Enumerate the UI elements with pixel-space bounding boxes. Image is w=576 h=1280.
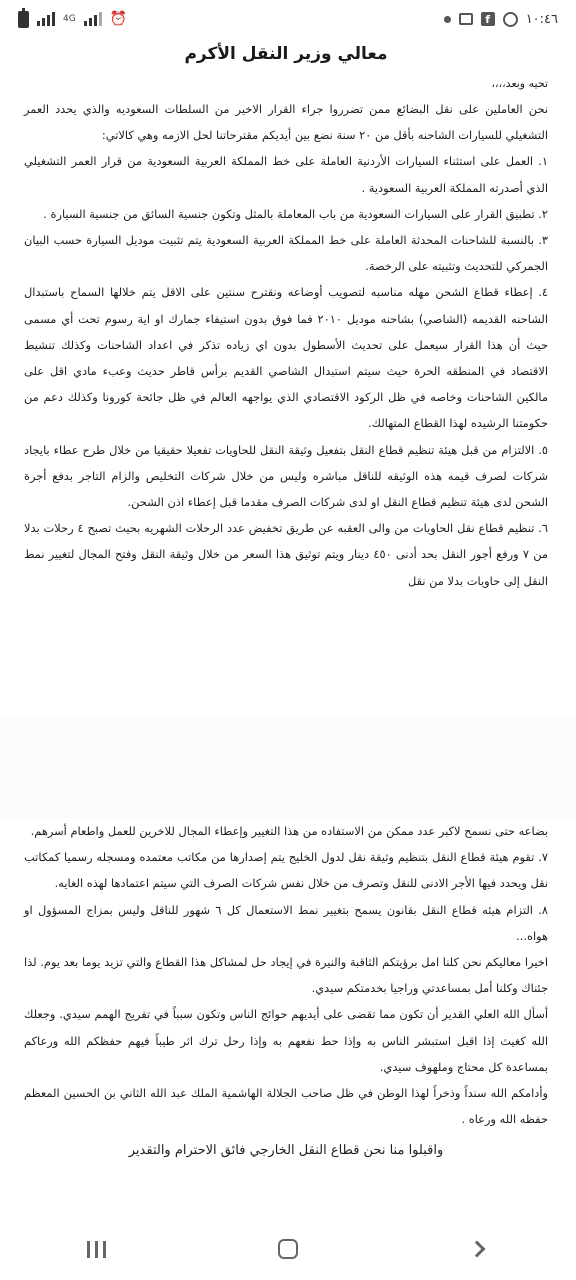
back-button[interactable]: [440, 1224, 520, 1274]
gallery-icon: [459, 13, 473, 25]
recents-icon: [87, 1241, 106, 1258]
list-item: ٦. تنظيم قطاع نقل الحاويات من والى العقبه عن طريق تخفيض عدد الرحلات الشهريه بحيث تصبح ٤ رحلات بدلا من ٧ ورفع أجور النقل بحد أدنى ٤٥٠ دينار ويتم توثيق هذا السعر من خلال وثيقة النقل وفتح المجال لتغيير نمط النقل إلى حاويات بدلا من نقل: [24, 521, 549, 588]
alarm-icon: ⏰: [109, 11, 128, 27]
list-item: ٢. تطبيق القرار على السيارات السعودية من باب المعاملة بالمثل وتكون جنسية السائق من جنسية السيارة .: [43, 206, 548, 221]
status-bar-left: [18, 11, 127, 28]
page-gap: [0, 718, 576, 818]
closing-paragraph: وأدامكم الله سنداً وذخراً لهذا الوطن في ظل صاحب الجلالة الهاشمية الملك عبد الله الثاني بن الحسين المعظم حفظه الله ورعاه .: [24, 1086, 548, 1127]
document-page-1: [0, 38, 576, 718]
document-page-2: [0, 818, 576, 1218]
list-item: ٤. إعطاء قطاع الشحن مهله مناسبه لتصويب أوضاعه ونقترح سنتين على الاقل يتم خلالها السماح باستبدال الشاحنه القديمه (الشاصي) بشاحنه موديل ٢٠١٠ فما فوق بدون استيفاء جمارك او اية رسوم تحت أي مسمى حيث أن هذا القرار سيعمل على تحديث الأسطول بدون اي زياده تذكر في اعداد الشاحنات وكذلك تنشيط الاقتصاد في المنطقه الحرة حيث سيتم استبدال الشاصي القديم برأس قاطر حديث وعبء مادي اقل على مالكين الشاحنات وخاصه في ظل الركود الاقتصادي الذي يواجهه العالم في ظل جائحة كورونا وكذلك دعم من حكومتنا الرشيده لهذا القطاع المتهالك.: [24, 285, 548, 431]
notification-dot-icon: [444, 16, 451, 23]
whatsapp-icon: [503, 12, 518, 27]
signal-icon: [37, 12, 55, 26]
list-item: ٨. التزام هيئه قطاع النقل بقانون يسمح بتغيير نمط الاستعمال كل ٦ شهور للناقل وليس بمزاج المسؤول او هواه...: [24, 902, 549, 943]
closing-paragraph: اخيرا معاليكم نحن كلنا امل برؤيتكم الثاقبة والنيرة في إيجاد حل لمشاكل هذا القطاع والتي تزيد يوما بعد يوم. لذا جئناك وكلنا أمل بمساعدتي وراجيا بخدمتكم سيدي.: [24, 955, 548, 996]
recents-button[interactable]: [56, 1224, 136, 1274]
intro-paragraph: نحن العاملين على نقل البضائع ممن تضرروا جراء القرار الاخير من السلطات السعوديه والذي يحدد العمر التشغيلي للسيارات الشاحنه بأقل من ٢٠ سنة نضع بين أيديكم مقترحاتنا لحل الازمه وهي كالاتي:: [24, 102, 548, 143]
battery-icon: [18, 11, 29, 28]
signal-r-icon: [84, 12, 102, 26]
home-button[interactable]: [248, 1224, 328, 1274]
home-icon: [278, 1239, 298, 1259]
facebook-icon: f: [481, 12, 495, 26]
continuation-paragraph: بضاعه حتى نسمح لاكبر عدد ممكن من الاستفاده من هذا التغيير وإعطاء المجال للاخرين للعمل واطعام أسرهم.: [30, 824, 548, 838]
list-item: ١. العمل على استثناء السيارات الأردنية العاملة على خط المملكة العربية السعودية من قرار العمر التشغيلي الذي أصدرته المملكة العربية السعودية .: [24, 154, 548, 195]
list-item: ٧. تقوم هيئة قطاع النقل بتنظيم وثيقة نقل لدول الخليج يتم إصدارها من مكاتب معتمده ومسجله رسميا كمكاتب نقل ويحدد فيها الأجر الادنى للنقل وتصرف من خلال نفس شركات الصرف التي سيتم اعتمادها لهذه الغايه.: [24, 850, 548, 891]
closing-paragraph: أسأل الله العلي القدير أن تكون مما تقضى على أيديهم حوائج الناس وتكون سبباً في تفريج الهمم سيدي. وجعلك الله كغيث إذا اقبل استبشر الناس به وإذا حط نفعهم به وإذا رحل ترك اثر طيباً فيهم حفظكم الله ورعاكم بمساعدة كل محتاج وملهوف سيدي.: [24, 1007, 548, 1074]
navigation-bar: [0, 1218, 576, 1280]
status-bar: [0, 0, 576, 38]
status-time: ١٠:٤٦: [525, 11, 558, 27]
status-bar-right: [444, 12, 558, 27]
list-item: ٥. الالتزام من قبل هيئة تنظيم قطاع النقل بتفعيل وثيقة النقل للحاويات تفعيلا حقيقيا من خلال طرح عطاء بايجاد شركات لصرف قيمه هذه الوثيقه للناقل مباشره وليس من خلال شركات التخليص والزام التاجر بدفع أجرة الشحن لدى هيئة تنظيم قطاع النقل او لدى شركات الصرف مقدما قبل إعطاء اذن الشحن.: [24, 442, 548, 510]
sign-off: واقبلوا منا نحن قطاع النقل الخارجي فائق الاحترام والتقدير: [128, 1143, 444, 1159]
greeting: تحيه وبعد،،،،: [491, 77, 548, 90]
document-title: معالي وزير النقل الأكرم: [184, 44, 388, 64]
back-icon: [469, 1241, 486, 1258]
4g-icon: 4G: [63, 13, 76, 24]
list-item: ٣. بالنسبة للشاحنات المحدثة العاملة على خط المملكة العربية السعودية يتم تثبيت موديل السيارة حسب البيان الجمركي للتحديث وتثبيته على الرخصة.: [24, 233, 548, 274]
